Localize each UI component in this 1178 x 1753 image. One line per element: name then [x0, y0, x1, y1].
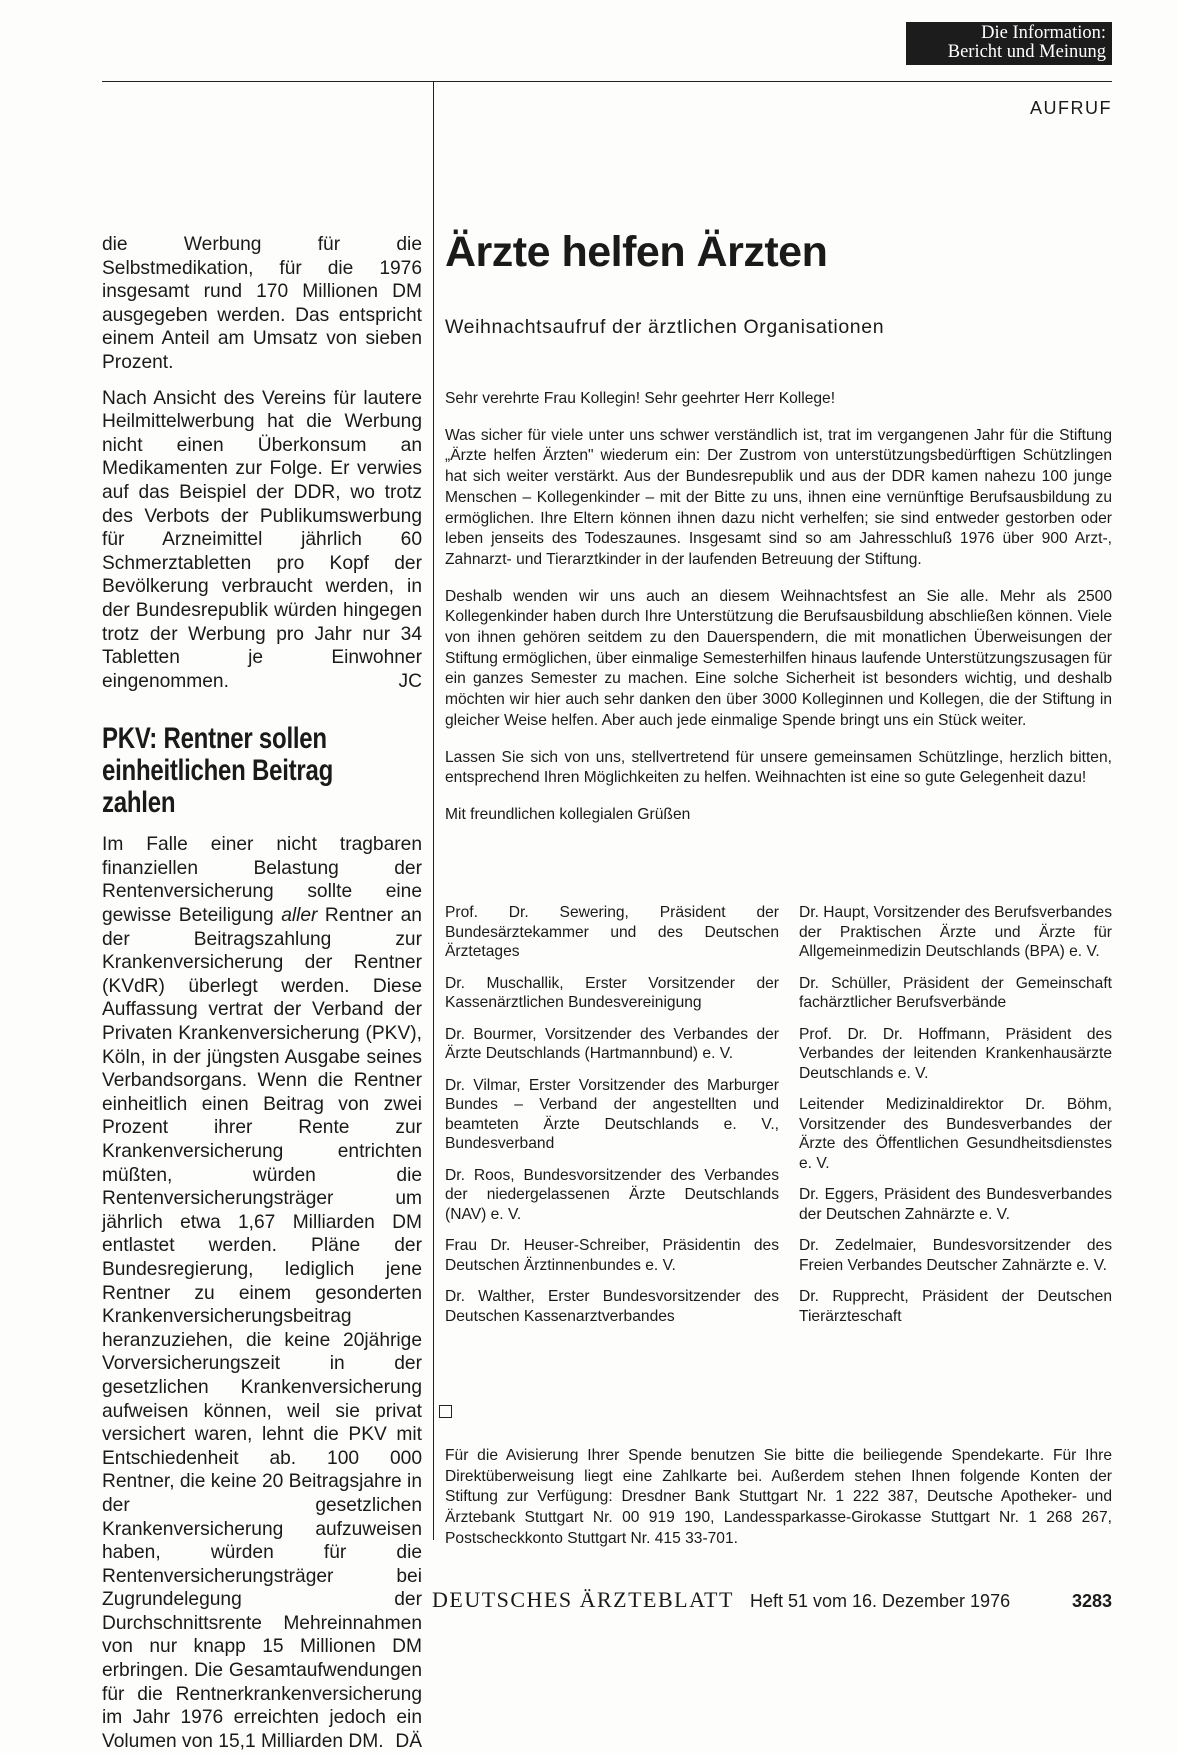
signatory: Dr. Vilmar, Erster Vorsitzender des Marburger Bundes – Verband der angestellten und beamteten Ärzte Deutschlands e. V., Bundesverband [445, 1076, 779, 1152]
left-column [102, 233, 422, 1753]
signatory: Frau Dr. Heuser-Schreiber, Präsidentin des Deutschen Ärztinnenbundes e. V. [445, 1237, 779, 1274]
signatory: Dr. Haupt, Vorsitzender des Berufsverbandes der Praktischen Ärzte und Ärzte für Allgemeinmedizin Deutschlands (BPA) e. V. [799, 904, 1112, 960]
author-sign-jc: JC [398, 670, 422, 692]
appeal-subtitle: Weihnachtsaufruf der ärztlichen Organisationen [445, 316, 885, 338]
left-para-1: die Werbung für die Selbstmedikation, für die 1976 insgesamt rund 170 Millionen DM ausgegeben werden. Das entspricht einem Anteil am Umsatz von sieben Prozent. [102, 234, 422, 373]
signatory: Dr. Roos, Bundesvorsitzender des Verbandes der niedergelassenen Ärzte Deutschlands (NAV) e. V. [445, 1166, 779, 1223]
header-box-line2: Bericht und Meinung [947, 42, 1106, 62]
top-rule [102, 81, 1112, 82]
letter-para-2: Deshalb wenden wir uns auch an diesem Weihnachtsfest an Sie alle. Mehr als 2500 Kollegenkinder haben durch Ihre Unterstützung die Berufsausbildung abschließen können. Viele von ihnen gehören seitdem zu den Dauerspendern, die mit monatlichen Überweisungen der Stiftung ermöglichen, über einmalige Semesterhilfen hinaus laufende Unterstützungszusagen für ein ganzes Semester zu machen. Eine solche Sicherheit ist besonders wichtig, und deshalb möchten wir hier auch sehr danken den über 3000 Kolleginnen und Kollegen, die der Stiftung in gleicher Weise helfen. Aber auch jede einmalige Spende bringt uns ein Stück weiter. [445, 587, 1112, 729]
signatory: Dr. Eggers, Präsident des Bundesverbandes der Deutschen Zahnärzte e. V. [799, 1186, 1112, 1223]
signatories-left [445, 903, 779, 1326]
signatory: Prof. Dr. Dr. Hoffmann, Präsident des Verbandes der leitenden Krankenhausärzte Deutschlands e. V. [799, 1025, 1112, 1082]
signatory: Dr. Bourmer, Vorsitzender des Verbandes der Ärzte Deutschlands (Hartmannbund) e. V. [445, 1025, 779, 1062]
left-para-2 [102, 387, 422, 694]
letter-closing: Mit freundlichen kollegialen Grüßen [445, 805, 691, 823]
letter-para-1: Was sicher für viele unter uns schwer verständlich ist, trat im vergangenen Jahr für die Stiftung „Ärzte helfen Ärzten" wiederum ein: Der Zustrom von unterstützungsbedürftigen Schützlingen hat sich weiter verstärkt. Aus der Bundesrepublik und aus der DDR kamen nahezu 100 junge Menschen – Kollegenkinder – mit der Bitte zu uns, ihnen eine vernünftige Berufsausbildung zu ermöglichen. Ihre Eltern können ihnen dazu nicht verhelfen; sie sind entweder gestorben oder leben jenseits des Todeszaunes. Insgesamt sind so am Jahresschluß 1976 über 900 Arzt-, Zahnarzt- und Tierarztkinder in der laufenden Betreuung der Stiftung. [445, 426, 1112, 568]
signatories-right [799, 903, 1112, 1326]
signatory: Dr. Schüller, Präsident der Gemeinschaft fachärztlicher Berufsverbände [799, 974, 1112, 1011]
issue-info: Heft 51 vom 16. Dezember 1976 [749, 1591, 1011, 1611]
section-label: AUFRUF [1030, 98, 1112, 118]
signatory: Dr. Zedelmaier, Bundesvorsitzender des Freien Verbandes Deutscher Zahnärzte e. V. [799, 1237, 1112, 1274]
left-para-3b: Rentner an der Beitragszahlung zur Krankenversicherung der Rentner (KVdR) überlegt werden. Diese Auffassung vertrat der Verband der Privaten Krankenversicherung (PKV), Köln, in der jüngsten Ausgabe seines Verbandsorgans. Wenn die Rentner einheitlich einen Beitrag von zwei Prozent ihrer Rente zur Krankenversicherung entrichten müßten, würden die Rentenversicherungsträger um jährlich etwa 1,67 Milliarden DM entlastet werden. Pläne der Bundesregierung, lediglich jene Rentner zu einem gesonderten Krankenversicherungsbeitrag heranzuziehen, die keine 20jährige Vorversicherungszeit in der gesetzlichen Krankenversicherung aufweisen können, weil sie privat versichert waren, lehnt die PKV mit Entschiedenheit ab. 100 000 Rentner, die keine 20 Beitragsjahre in der gesetzlichen Krankenversicherung aufzuweisen haben, würden für die Rentenversicherungsträger bei Zugrundelegung der Durchschnittsrente Mehreinnahmen von nur knapp 15 Millionen DM erbringen. Die Gesamtaufwendungen für die Rentnerkrankenversicherung im Jahr 1976 erreichten jedoch ein Volumen von 15,1 Milliarden DM. [102, 905, 422, 1752]
signatories [445, 903, 1112, 1326]
donation-note: Für die Avisierung Ihrer Spende benutzen Sie bitte die beiliegende Spendekarte. Für Ihre Direktüberweisung liegt eine Zahlkarte bei. Außerdem stehen Ihnen folgende Konten der Stiftung zur Verfügung: Dresdner Bank Stuttgart Nr. 1 222 387, Deutsche Apotheker- und Ärztebank Stuttgart Nr. 00 919 190, Landessparkasse-Girokasse Stuttgart Nr. 1 268 267, Postscheckkonto Stuttgart Nr. 415 33-701. [445, 1447, 1112, 1547]
article-2-title-line2: einheitlichen Beitrag [102, 754, 334, 788]
article-2-title-line1: PKV: Rentner sollen [102, 722, 327, 756]
signatory: Leitender Medizinaldirektor Dr. Böhm, Vorsitzender des Bundesverbandes der Ärzte des Öffentlichen Gesundheitsdienstes e. V. [799, 1096, 1112, 1172]
left-para-2-text: Nach Ansicht des Vereins für lautere Heilmittelwerbung hat die Werbung nicht einen Überkonsum an Medikamenten zur Folge. Er verwies auf das Beispiel der DDR, wo trotz des Verbots der Publikumswerbung für Arzneimittel jährlich 60 Schmerztabletten pro Kopf der Bevölkerung verbraucht werden, in der Bundesrepublik würden hingegen trotz der Werbung pro Jahr nur 34 Tabletten je Einwohner eingenommen. [102, 387, 422, 692]
letter-para-3: Lassen Sie sich von uns, stellvertretend für unsere gemeinsamen Schützlinge, herzlich bitten, entsprechend Ihren Möglichkeiten zu helfen. Weihnachten ist eine so gute Gelegenheit dazu! [445, 748, 1112, 787]
signatory: Dr. Rupprecht, Präsident der Deutschen Tierärzteschaft [799, 1288, 1112, 1325]
signatory: Dr. Muschallik, Erster Vorsitzender der Kassenärztlichen Bundesvereinigung [445, 974, 779, 1011]
section-header-box [906, 22, 1112, 65]
left-para-3-emphasis: aller [281, 905, 318, 927]
page-footer [432, 1587, 1112, 1613]
left-para-3 [102, 833, 422, 1753]
column-rule [433, 81, 434, 1540]
journal-name: DEUTSCHES ÄRZTEBLATT [432, 1587, 734, 1612]
left-para-3a: Im Falle einer nicht tragbaren finanziellen Belastung der Rentenversicherung sollte eine gewisse Beteiligung [102, 834, 422, 927]
article-2-title-line3: zahlen [102, 786, 176, 820]
author-sign-da: DÄ [395, 1730, 422, 1752]
letter-salutation: Sehr verehrte Frau Kollegin! Sehr geehrter Herr Kollege! [445, 390, 836, 407]
end-box-icon [439, 1405, 452, 1418]
appeal-letter [445, 389, 1112, 826]
page-number: 3283 [1071, 1591, 1112, 1611]
header-box-line1: Die Information: [981, 23, 1106, 43]
appeal-title: Ärzte helfen Ärzten [445, 228, 828, 276]
article-2-title [102, 723, 422, 819]
signatory: Prof. Dr. Sewering, Präsident der Bundesärztekammer und des Deutschen Ärztetages [445, 904, 779, 960]
signatory: Dr. Walther, Erster Bundesvorsitzender des Deutschen Kassenarztverbandes [445, 1288, 779, 1325]
